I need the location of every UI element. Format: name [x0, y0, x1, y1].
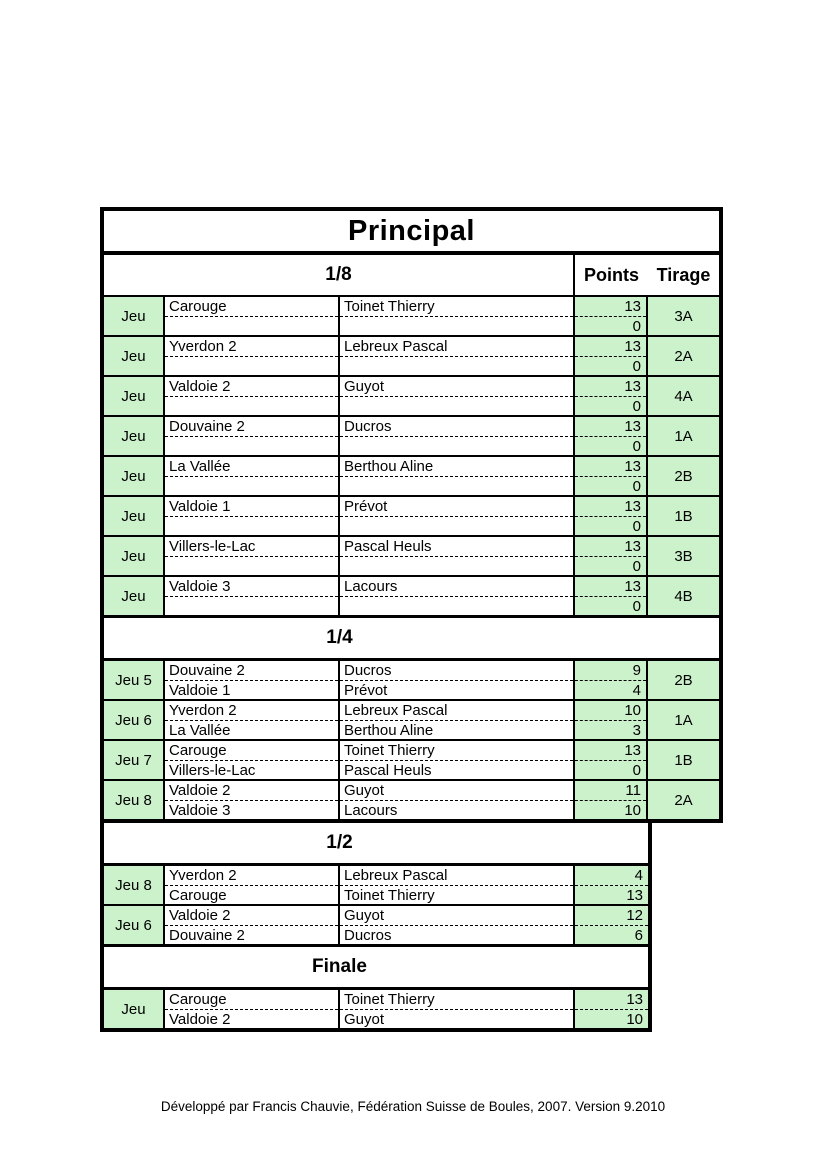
team-name-bottom	[165, 437, 338, 455]
player-column-cell	[340, 377, 575, 415]
jeu-label-cell: Jeu 5	[104, 661, 165, 699]
match-row	[104, 497, 719, 537]
team-column-cell	[165, 297, 340, 335]
points-value-bottom: 4	[632, 682, 641, 699]
team-column-cell	[165, 781, 340, 819]
finale-body	[104, 990, 648, 1028]
player-column-cell	[340, 297, 575, 335]
team-name-bottom: Carouge	[169, 887, 227, 904]
team-column-cell	[165, 337, 340, 375]
player-name-top: Guyot	[340, 781, 573, 801]
points-cell	[575, 417, 648, 455]
round-1-2-label: 1/2	[326, 832, 353, 853]
team-name-bottom	[165, 477, 338, 495]
player-name-top: Lebreux Pascal	[340, 701, 573, 721]
bracket-container	[100, 207, 723, 1032]
player-column-cell	[340, 906, 575, 944]
points-value-top: 13	[575, 741, 646, 761]
points-value-bottom: 0	[632, 478, 641, 495]
player-name-top: Lacours	[340, 577, 573, 597]
team-column-cell	[165, 741, 340, 779]
team-name-top: Valdoie 3	[165, 577, 338, 597]
points-value-top: 11	[575, 781, 646, 801]
team-column-cell	[165, 701, 340, 739]
team-column-cell	[165, 661, 340, 699]
match-row	[104, 741, 719, 781]
tirage-cell: 1B	[648, 497, 719, 535]
round-1-4-body	[104, 661, 719, 819]
jeu-label-cell: Jeu	[104, 537, 165, 575]
jeu-label-cell: Jeu	[104, 377, 165, 415]
points-value-bottom: 0	[632, 358, 641, 375]
match-row	[104, 297, 719, 337]
title-row	[104, 211, 719, 255]
team-name-bottom	[165, 557, 338, 575]
team-name-top: La Vallée	[165, 457, 338, 477]
tirage-cell: 2A	[648, 337, 719, 375]
tirage-cell: 1B	[648, 741, 719, 779]
player-column-cell	[340, 457, 575, 495]
tirage-cell: 4B	[648, 577, 719, 615]
player-name-top: Lebreux Pascal	[340, 866, 573, 886]
player-name-bottom: Ducros	[344, 927, 392, 944]
match-row	[104, 866, 648, 906]
player-name-bottom: Berthou Aline	[344, 722, 434, 739]
match-row	[104, 457, 719, 497]
jeu-label-cell: Jeu 8	[104, 866, 165, 904]
tirage-column-header: Tirage	[656, 264, 711, 285]
points-cell	[575, 866, 648, 904]
match-row	[104, 337, 719, 377]
player-name-top: Pascal Heuls	[340, 537, 573, 557]
player-name-top: Lebreux Pascal	[340, 337, 573, 357]
team-name-bottom: Douvaine 2	[169, 927, 245, 944]
player-column-cell	[340, 497, 575, 535]
team-column-cell	[165, 497, 340, 535]
match-row	[104, 990, 648, 1028]
match-row	[104, 377, 719, 417]
round-1-4-label: 1/4	[326, 627, 353, 648]
player-name-bottom	[340, 517, 573, 535]
round-1-8-header-cell	[104, 255, 575, 295]
points-value-top: 13	[575, 577, 646, 597]
team-name-bottom: Valdoie 3	[169, 802, 231, 819]
points-value-bottom: 0	[632, 438, 641, 455]
team-name-top: Valdoie 2	[165, 781, 338, 801]
score-headers	[575, 255, 719, 295]
match-row	[104, 537, 719, 577]
points-cell	[575, 537, 648, 575]
points-cell	[575, 661, 648, 699]
points-column-header: Points	[583, 264, 639, 285]
team-column-cell	[165, 377, 340, 415]
points-value-bottom: 0	[632, 598, 641, 615]
points-value-bottom: 13	[626, 887, 643, 904]
points-cell	[575, 741, 648, 779]
jeu-label-cell: Jeu	[104, 577, 165, 615]
points-value-bottom: 0	[632, 558, 641, 575]
team-name-bottom	[165, 357, 338, 375]
match-row	[104, 906, 648, 944]
team-name-bottom: Valdoie 1	[169, 682, 231, 699]
points-value-top: 10	[575, 701, 646, 721]
points-cell	[575, 297, 648, 335]
team-column-cell	[165, 457, 340, 495]
points-cell	[575, 701, 648, 739]
player-column-cell	[340, 741, 575, 779]
round-1-8-label: 1/8	[325, 264, 352, 285]
team-name-top: Valdoie 1	[165, 497, 338, 517]
tirage-cell: 3B	[648, 537, 719, 575]
round-1-2-body	[104, 866, 648, 944]
tirage-cell: 2B	[648, 457, 719, 495]
points-value-bottom: 3	[632, 722, 641, 739]
match-row	[104, 781, 719, 819]
match-row	[104, 577, 719, 615]
team-name-bottom	[165, 317, 338, 335]
match-row	[104, 417, 719, 457]
finale-label: Finale	[312, 956, 367, 977]
player-name-bottom: Prévot	[344, 682, 388, 699]
jeu-label-cell: Jeu 7	[104, 741, 165, 779]
finale-header-row	[104, 944, 648, 990]
points-value-top: 13	[575, 497, 646, 517]
points-value-bottom: 0	[632, 318, 641, 335]
tirage-cell: 2B	[648, 661, 719, 699]
tirage-cell: 1A	[648, 701, 719, 739]
points-value-bottom: 10	[626, 1011, 643, 1028]
team-name-bottom: Villers-le-Lac	[169, 762, 256, 779]
points-value-top: 13	[575, 990, 648, 1010]
jeu-label-cell: Jeu 6	[104, 906, 165, 944]
player-name-top: Berthou Aline	[340, 457, 573, 477]
round-1-4-header-row	[104, 615, 719, 661]
points-cell	[575, 781, 648, 819]
team-column-cell	[165, 537, 340, 575]
points-value-top: 13	[575, 457, 646, 477]
team-name-top: Carouge	[165, 990, 338, 1010]
points-value-top: 13	[575, 297, 646, 317]
points-cell	[575, 377, 648, 415]
player-column-cell	[340, 337, 575, 375]
jeu-label-cell: Jeu 8	[104, 781, 165, 819]
tirage-cell: 3A	[648, 297, 719, 335]
team-name-bottom	[165, 597, 338, 615]
points-value-top: 13	[575, 537, 646, 557]
team-name-top: Yverdon 2	[165, 337, 338, 357]
player-name-top: Prévot	[340, 497, 573, 517]
tirage-cell: 2A	[648, 781, 719, 819]
team-name-top: Carouge	[165, 741, 338, 761]
player-name-bottom	[340, 597, 573, 615]
points-cell	[575, 337, 648, 375]
team-name-bottom	[165, 517, 338, 535]
points-value-top: 13	[575, 377, 646, 397]
player-name-top: Toinet Thierry	[340, 990, 573, 1010]
player-name-bottom	[340, 397, 573, 415]
team-name-top: Douvaine 2	[165, 661, 338, 681]
team-name-top: Valdoie 2	[165, 906, 338, 926]
points-value-bottom: 0	[632, 398, 641, 415]
jeu-label-cell: Jeu	[104, 297, 165, 335]
team-name-bottom: Valdoie 2	[169, 1011, 231, 1028]
points-value-bottom: 10	[624, 802, 641, 819]
player-name-bottom: Toinet Thierry	[344, 887, 435, 904]
points-value-top: 12	[575, 906, 648, 926]
points-value-bottom: 0	[632, 518, 641, 535]
points-value-top: 13	[575, 417, 646, 437]
jeu-label-cell: Jeu	[104, 337, 165, 375]
round-header-row	[104, 255, 719, 297]
team-column-cell	[165, 577, 340, 615]
jeu-label-cell: Jeu 6	[104, 701, 165, 739]
points-cell	[575, 906, 648, 944]
match-row	[104, 661, 719, 701]
team-name-top: Carouge	[165, 297, 338, 317]
player-column-cell	[340, 537, 575, 575]
player-column-cell	[340, 781, 575, 819]
match-row	[104, 701, 719, 741]
team-name-top: Douvaine 2	[165, 417, 338, 437]
player-name-bottom	[340, 477, 573, 495]
player-name-bottom	[340, 557, 573, 575]
player-name-bottom: Guyot	[344, 1011, 385, 1028]
footer-credit: Développé par Francis Chauvie, Fédération Suisse de Boules, 2007. Version 9.2010	[160, 1099, 666, 1114]
player-column-cell	[340, 866, 575, 904]
team-name-top: Yverdon 2	[165, 701, 338, 721]
points-value-top: 4	[575, 866, 648, 886]
jeu-label-cell: Jeu	[104, 497, 165, 535]
player-name-top: Guyot	[340, 906, 573, 926]
page-title: Principal	[348, 214, 475, 247]
tirage-cell: 4A	[648, 377, 719, 415]
team-name-bottom	[165, 397, 338, 415]
player-name-top: Toinet Thierry	[340, 741, 573, 761]
jeu-label-cell: Jeu	[104, 457, 165, 495]
player-name-bottom: Lacours	[344, 802, 398, 819]
player-column-cell	[340, 577, 575, 615]
jeu-label-cell: Jeu	[104, 990, 165, 1028]
jeu-label-cell: Jeu	[104, 417, 165, 455]
points-value-top: 9	[575, 661, 646, 681]
player-name-bottom	[340, 317, 573, 335]
team-column-cell	[165, 417, 340, 455]
team-column-cell	[165, 990, 340, 1028]
team-name-top: Yverdon 2	[165, 866, 338, 886]
player-column-cell	[340, 990, 575, 1028]
team-name-top: Valdoie 2	[165, 377, 338, 397]
points-value-bottom: 0	[632, 762, 641, 779]
player-column-cell	[340, 661, 575, 699]
points-value-bottom: 6	[634, 927, 643, 944]
player-name-top: Ducros	[340, 417, 573, 437]
team-name-top: Villers-le-Lac	[165, 537, 338, 557]
round-1-2-header-row	[104, 823, 648, 866]
bracket-table-upper	[100, 207, 723, 823]
player-name-top: Ducros	[340, 661, 573, 681]
team-name-bottom: La Vallée	[169, 722, 231, 739]
points-cell	[575, 577, 648, 615]
points-value-top: 13	[575, 337, 646, 357]
player-name-top: Guyot	[340, 377, 573, 397]
player-name-bottom	[340, 357, 573, 375]
points-cell	[575, 497, 648, 535]
team-column-cell	[165, 906, 340, 944]
tirage-cell: 1A	[648, 417, 719, 455]
player-column-cell	[340, 701, 575, 739]
player-name-top: Toinet Thierry	[340, 297, 573, 317]
round-1-8-body	[104, 297, 719, 615]
player-name-bottom	[340, 437, 573, 455]
bracket-table-lower	[100, 823, 652, 1032]
points-cell	[575, 990, 648, 1028]
player-name-bottom: Pascal Heuls	[344, 762, 432, 779]
points-cell	[575, 457, 648, 495]
team-column-cell	[165, 866, 340, 904]
player-column-cell	[340, 417, 575, 455]
